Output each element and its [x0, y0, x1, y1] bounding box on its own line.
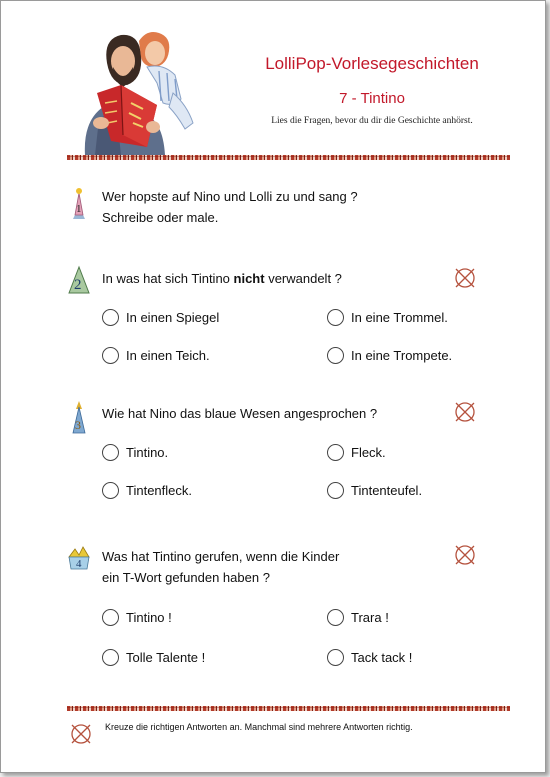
question-2-text-after: verwandelt ? [264, 271, 342, 286]
radio-circle[interactable] [327, 444, 344, 461]
example-cross-icon [454, 267, 476, 289]
svg-text:4: 4 [76, 558, 82, 570]
question-number-4-icon [67, 539, 91, 575]
q2-option-1[interactable] [102, 309, 219, 326]
question-4-line-1: Was hat Tintino gerufen, wenn die Kinder [102, 549, 340, 564]
question-1-text [102, 186, 358, 228]
question-number-2-icon [67, 263, 91, 299]
radio-circle[interactable] [327, 309, 344, 326]
radio-circle[interactable] [327, 482, 344, 499]
story-subtitle: 7 - Tintino [339, 90, 405, 107]
question-3-text: Wie hat Nino das blaue Wesen angesprochen ? [102, 406, 378, 421]
radio-circle[interactable] [102, 347, 119, 364]
radio-circle[interactable] [102, 609, 119, 626]
question-2-text-bold: nicht [233, 271, 265, 286]
option-label: In einen Teich. [126, 348, 210, 363]
q4-option-1[interactable] [102, 609, 172, 626]
question-2-text-before: In was hat sich Tintino [102, 271, 234, 286]
q2-option-3[interactable] [102, 347, 210, 364]
reading-father-child-illustration [77, 23, 197, 155]
option-label: Tintenteufel. [351, 483, 423, 498]
q2-option-2[interactable] [327, 309, 448, 326]
radio-circle[interactable] [102, 649, 119, 666]
option-label: Tintino ! [126, 610, 172, 625]
option-label: In einen Spiegel [126, 310, 220, 325]
q4-option-4[interactable] [327, 649, 412, 666]
question-1-line-2: Schreibe oder male. [102, 210, 219, 225]
svg-text:1: 1 [76, 203, 82, 215]
q4-option-3[interactable] [102, 649, 205, 666]
option-label: Tintenfleck. [126, 483, 192, 498]
radio-circle[interactable] [327, 649, 344, 666]
footer-instruction: Kreuze die richtigen Antworten an. Manchmal sind mehrere Antworten richtig. [105, 722, 413, 732]
svg-text:3: 3 [75, 418, 81, 432]
option-label: Tintino. [126, 445, 169, 460]
option-label: Fleck. [351, 445, 386, 460]
header-instruction: Lies die Fragen, bevor du dir die Geschichte anhörst. [271, 116, 473, 126]
q4-option-2[interactable] [327, 609, 389, 626]
q3-option-2[interactable] [327, 444, 386, 461]
option-label: Tack tack ! [351, 650, 413, 665]
page-title: LolliPop-Vorlesegeschichten [265, 54, 479, 73]
radio-circle[interactable] [327, 609, 344, 626]
q3-option-1[interactable] [102, 444, 168, 461]
radio-circle[interactable] [327, 347, 344, 364]
example-cross-icon [454, 401, 476, 423]
option-label: Tolle Talente ! [126, 650, 206, 665]
footer-cross-icon [70, 723, 92, 745]
question-1-line-1: Wer hopste auf Nino und Lolli zu und sang ? [102, 189, 358, 204]
top-divider [67, 155, 510, 160]
q3-option-3[interactable] [102, 482, 192, 499]
example-cross-icon [454, 544, 476, 566]
q2-option-4[interactable] [327, 347, 452, 364]
question-number-1-icon [67, 185, 91, 221]
question-number-3-icon [67, 399, 91, 435]
q3-option-4[interactable] [327, 482, 422, 499]
bottom-divider [67, 706, 510, 711]
radio-circle[interactable] [102, 309, 119, 326]
radio-circle[interactable] [102, 482, 119, 499]
option-label: In eine Trommel. [351, 310, 448, 325]
option-label: In eine Trompete. [351, 348, 453, 363]
question-4-line-2: ein T-Wort gefunden haben ? [102, 570, 270, 585]
option-label: Trara ! [351, 610, 389, 625]
svg-text:2: 2 [74, 277, 82, 293]
question-4-text [102, 546, 339, 588]
radio-circle[interactable] [102, 444, 119, 461]
question-2-text [102, 268, 342, 289]
